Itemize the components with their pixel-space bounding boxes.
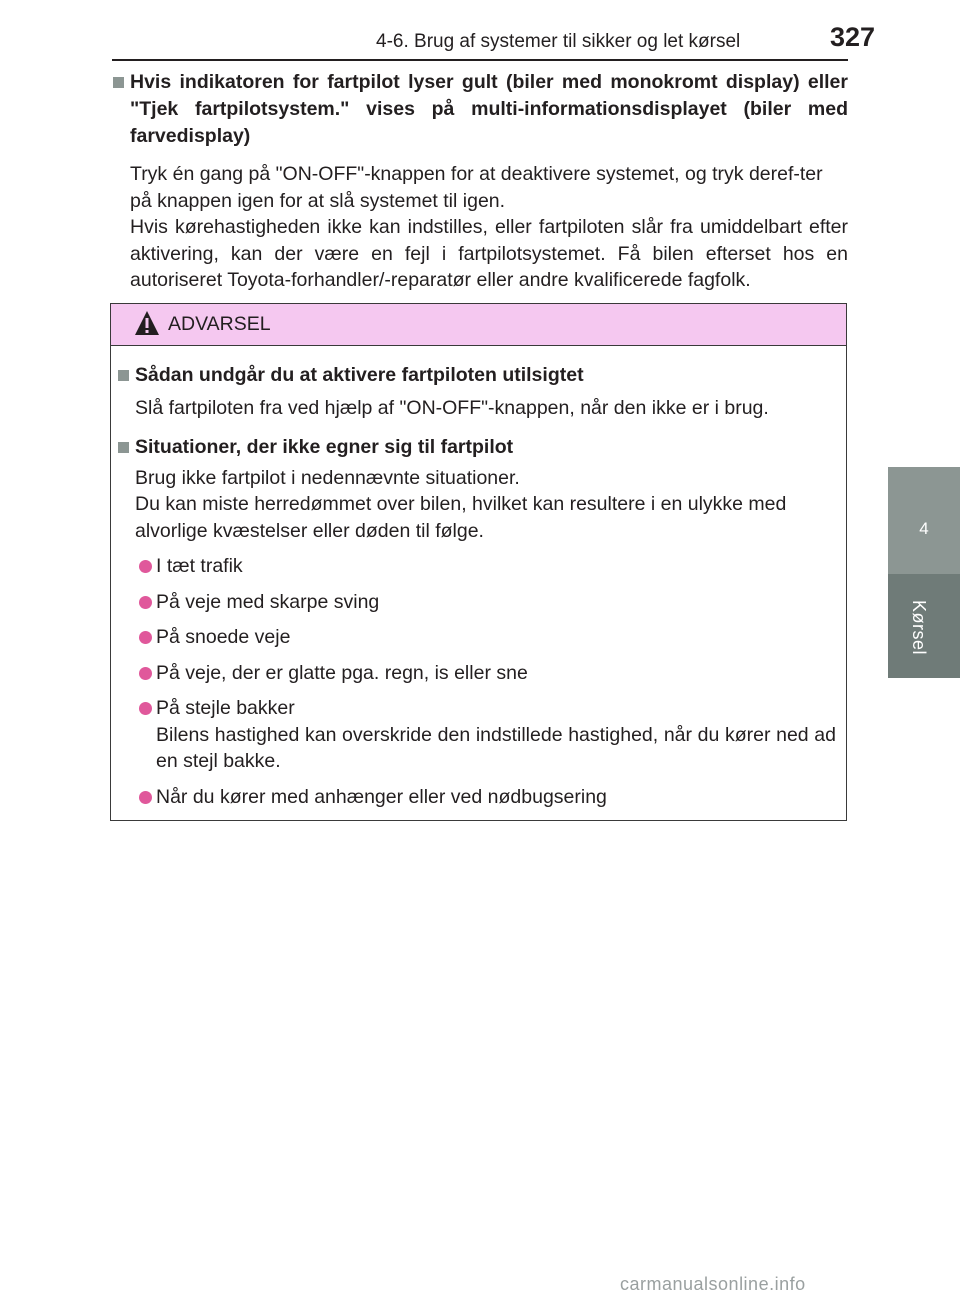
bullet-dot-icon	[139, 560, 152, 573]
warning-text-line: Slå fartpiloten fra ved hjælp af "ON-OFF"-knappen, når den ikke er i brug.	[135, 397, 769, 419]
chapter-tab-number-area	[888, 467, 960, 574]
warning-section-unintended	[111, 362, 846, 422]
section-title: 4-6. Brug af systemer til sikker og let kørsel	[376, 31, 741, 52]
warning-header	[111, 304, 846, 346]
list-item-title: På stejle bakker	[156, 697, 295, 719]
warning-title: ADVARSEL	[168, 313, 271, 335]
warning-section-text	[111, 465, 846, 545]
page-header	[0, 22, 960, 62]
intro-heading-text: Hvis indikatoren for fartpilot lyser gult (biler med monokromt display) eller "Tjek fartpilotsystem." vises på multi-informationsdisplayet (biler med farvedisplay)	[130, 71, 848, 147]
warning-section-heading	[111, 434, 846, 461]
warning-box	[110, 303, 847, 821]
warning-section-heading-text: Situationer, der ikke egner sig til fartpilot	[135, 435, 514, 458]
square-bullet-icon	[113, 77, 124, 88]
list-item-title: I tæt trafik	[156, 555, 243, 577]
watermark: carmanualsonline.info	[620, 1274, 806, 1294]
intro-section	[112, 69, 848, 294]
chapter-number: 4	[919, 519, 929, 538]
intro-body	[112, 161, 848, 294]
intro-paragraph-2: Hvis kørehastigheden ikke kan indstilles, eller fartpiloten slår fra umiddelbart efter aktivering, kan der være en fejl i fartpilotsystemet. Få bilen efterset hos en autoriseret Toyota-forhandler/-reparatør eller andre kvalificerede fagfolk.	[130, 216, 848, 291]
square-bullet-icon	[118, 370, 129, 381]
list-item-title: Når du kører med anhænger eller ved nødbugsering	[156, 785, 607, 808]
chapter-tab	[888, 467, 960, 678]
chapter-label: Kørsel	[909, 600, 929, 656]
list-item	[111, 784, 846, 811]
square-bullet-icon	[118, 442, 129, 453]
intro-paragraph-1: Tryk én gang på "ON-OFF"-knappen for at deaktivere systemet, og tryk deref-ter på knappen igen for at slå systemet til igen.	[130, 163, 823, 212]
list-item	[111, 553, 846, 580]
list-item	[111, 695, 846, 775]
bullet-dot-icon	[139, 791, 152, 804]
bullet-dot-icon	[139, 631, 152, 644]
warning-text-line: Du kan miste herredømmet over bilen, hvilket kan resultere i en ulykke med alvorlige kvæstelser eller døden til følge.	[135, 493, 787, 542]
warning-content	[111, 362, 846, 810]
situation-list	[111, 553, 846, 810]
intro-heading	[112, 69, 848, 150]
warning-section-heading-text: Sådan undgår du at aktivere fartpiloten utilsigtet	[135, 364, 584, 386]
header-divider	[112, 59, 848, 61]
list-item-title: På veje, der er glatte pga. regn, is eller sne	[156, 661, 528, 684]
list-item-title: På veje med skarpe sving	[156, 590, 380, 613]
page-number: 327	[830, 22, 876, 52]
warning-section-text	[111, 395, 846, 422]
warning-text-line: Brug ikke fartpilot i nedennævnte situationer.	[135, 466, 520, 489]
bullet-dot-icon	[139, 667, 152, 680]
warning-section-situations	[111, 434, 846, 811]
warning-section-heading	[111, 362, 846, 389]
list-item	[111, 660, 846, 687]
list-item	[111, 589, 846, 616]
bullet-dot-icon	[139, 702, 152, 715]
list-item-title: På snoede veje	[156, 626, 291, 648]
bullet-dot-icon	[139, 596, 152, 609]
warning-triangle-icon	[134, 310, 160, 341]
list-item	[111, 624, 846, 651]
list-item-note: Bilens hastighed kan overskride den indstillede hastighed, når du kører ned ad en stejl bakke.	[156, 723, 836, 772]
